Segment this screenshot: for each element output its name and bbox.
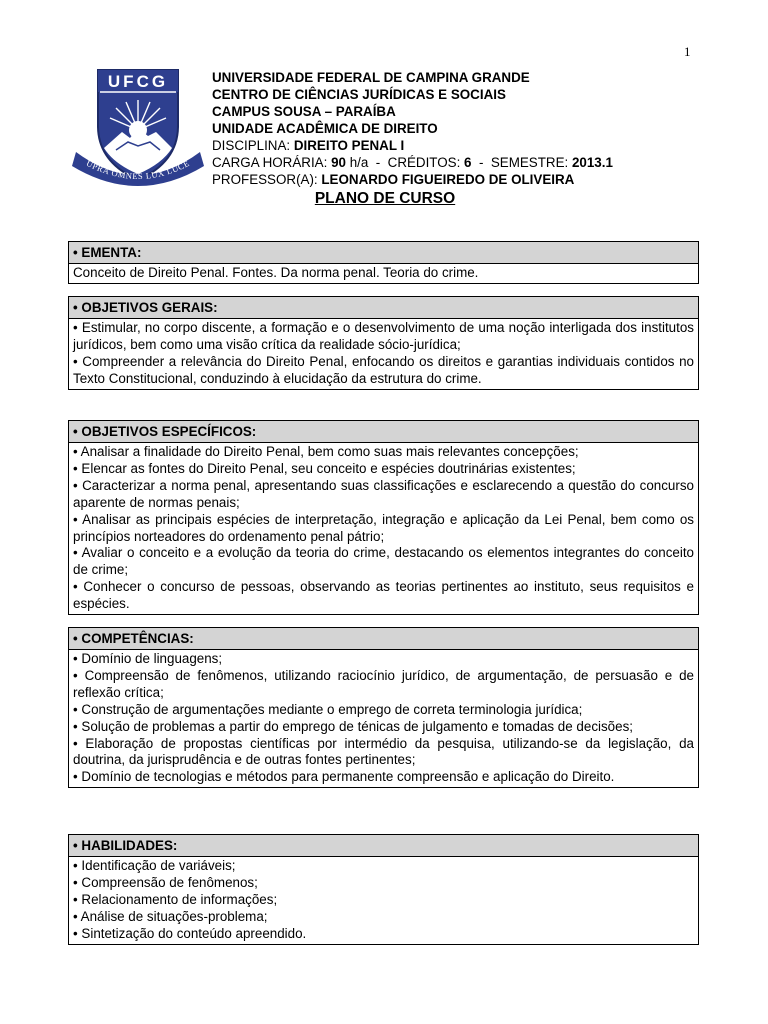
semester-value: 2013.1 <box>571 155 613 170</box>
section-body <box>69 264 698 283</box>
list-item: • Compreensão de fenômenos, utilizando raciocínio jurídico, de argumentação, de persuasão e de reflexão crítica; <box>73 667 694 700</box>
section-heading: • OBJETIVOS ESPECÍFICOS: <box>69 421 698 443</box>
discipline-label: DISCIPLINA: <box>212 138 294 153</box>
list-item: • Análise de situações-problema; <box>73 908 268 924</box>
list-item: • Relacionamento de informações; <box>73 891 278 907</box>
list-item: • Conhecer o concurso de pessoas, observando as teorias pertinentes ao instituto, seus requisitos e espécies. <box>73 579 694 612</box>
list-item: • Sintetização do conteúdo apreendido. <box>73 925 307 941</box>
workload-line <box>212 154 613 171</box>
center-name: CENTRO DE CIÊNCIAS JURÍDICAS E SOCIAIS <box>212 87 506 102</box>
list-item: • Elaboração de propostas científicas por intermédio da pesquisa, utilizando-se da legislação, da doutrina, da jurisprudência e de outras fontes pertinentes; <box>73 735 694 768</box>
list-item: • Domínio de linguagens; <box>73 651 223 666</box>
workload-unit: h/a - CRÉDITOS: <box>345 155 465 170</box>
section-habilidades <box>68 834 699 945</box>
list-item: • Compreensão de fenômenos; <box>73 874 258 890</box>
university-logo <box>70 66 206 190</box>
section-heading: • COMPETÊNCIAS: <box>69 628 698 650</box>
list-item: • Compreender a relevância do Direito Penal, enfocando os direitos e garantias individuais contidos no Texto Constitucional, conduzindo à elucidação da estrutura do crime. <box>73 353 694 386</box>
workload-label: CARGA HORÁRIA: <box>212 155 332 170</box>
discipline-line <box>212 137 613 154</box>
list-item: • Analisar as principais espécies de interpretação, integração e aplicação da Lei Penal, bem como os princípios norteadores do ordenamento penal pátrio; <box>73 511 694 544</box>
section-objetivos-especificos <box>68 420 699 615</box>
credits-value: 6 <box>464 155 472 170</box>
section-body <box>69 443 698 614</box>
section-body <box>69 319 698 389</box>
semester-label: - SEMESTRE: <box>471 155 572 170</box>
list-item: • Domínio de tecnologias e métodos para permanente compreensão e aplicação do Direito. <box>73 769 615 785</box>
section-heading: • EMENTA: <box>69 242 698 264</box>
campus-name: CAMPUS SOUSA – PARAÍBA <box>212 104 396 119</box>
workload-value: 90 <box>331 155 346 170</box>
logo-motto: UPRA OMNES LUX LUCE <box>84 157 192 182</box>
discipline-value: DIREITO PENAL I <box>293 138 405 153</box>
list-item: • Avaliar o conceito e a evolução da teoria do crime, destacando os elementos integrantes do conceito de crime; <box>73 545 694 578</box>
professor-line <box>212 171 613 188</box>
list-item: Conceito de Direito Penal. Fontes. Da norma penal. Teoria do crime. <box>73 265 479 280</box>
section-body <box>69 650 698 787</box>
list-item: • Identificação de variáveis; <box>73 858 236 873</box>
list-item: • Construção de argumentações mediante o emprego de correta terminologia jurídica; <box>73 701 583 717</box>
section-competencias <box>68 627 699 788</box>
list-item: • Solução de problemas a partir do emprego de ténicas de julgamento e tomadas de decisões; <box>73 718 633 734</box>
document-header <box>212 69 613 188</box>
list-item: • Estimular, no corpo discente, a formação e o desenvolvimento de uma noção interligada dos institutos jurídicos, bem como uma visão crítica da realidade sócio-jurídica; <box>73 320 694 352</box>
page-number: 1 <box>684 44 691 59</box>
section-heading: • OBJETIVOS GERAIS: <box>69 297 698 319</box>
list-item: • Elencar as fontes do Direito Penal, seu conceito e espécies doutrinárias existentes; <box>73 460 576 476</box>
list-item: • Caracterizar a norma penal, apresentando suas classificações e esclarecendo a questão do concurso aparente de normas penais; <box>73 477 694 510</box>
document-title-row <box>0 190 768 208</box>
svg-text:UFCG: UFCG <box>107 72 169 91</box>
section-objetivos-gerais <box>68 296 699 390</box>
section-body <box>69 857 698 944</box>
section-ementa <box>68 241 699 284</box>
list-item: • Analisar a finalidade do Direito Penal, bem como suas mais relevantes concepções; <box>73 444 579 459</box>
section-heading: • HABILIDADES: <box>69 835 698 857</box>
university-name: UNIVERSIDADE FEDERAL DE CAMPINA GRANDE <box>212 70 530 85</box>
ufcg-shield-icon <box>70 66 206 190</box>
document-title: PLANO DE CURSO <box>314 190 456 207</box>
academic-unit: UNIDADE ACADÊMICA DE DIREITO <box>212 121 438 136</box>
professor-label: PROFESSOR(A): <box>212 172 322 187</box>
professor-value: LEONARDO FIGUEIREDO DE OLIVEIRA <box>321 172 575 187</box>
